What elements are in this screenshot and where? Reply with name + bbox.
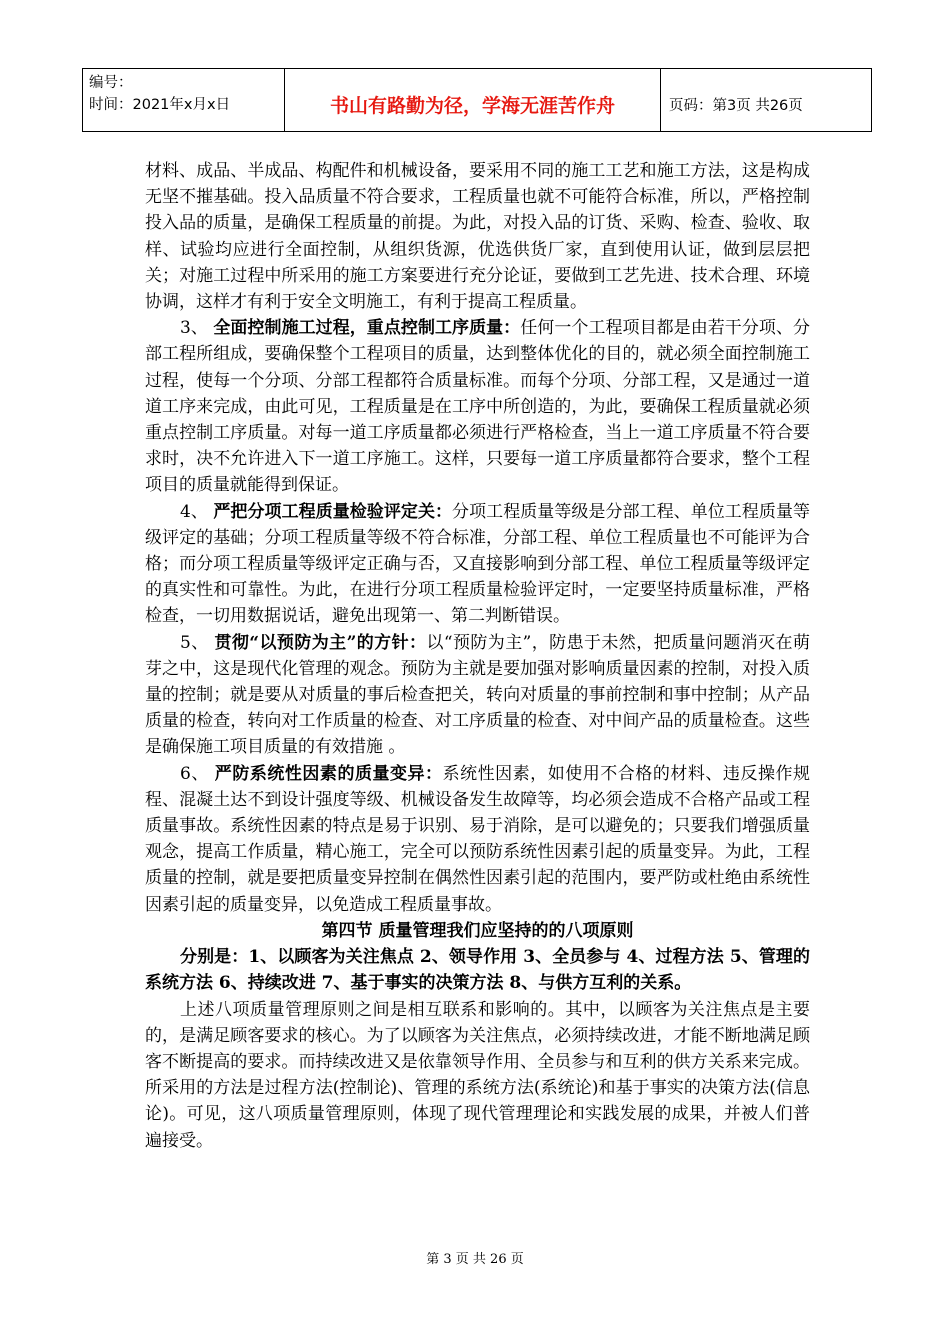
document-number: 编号：	[89, 75, 133, 91]
paragraph-systematic-factors	[145, 761, 810, 918]
header-motto: 书山有路勤为径，学海无涯苦作舟	[285, 69, 661, 131]
paragraph-principles-summary: 上述八项质量管理原则之间是相互联系和影响的。其中，以顾客为关注焦点是主要的，是满足顾客要求的核心。为了以顾客为关注焦点，必须持续改进，才能不断地满足顾客不断提高的要求。而持续改进又是依靠领导作用、全员参与和互利的供方关系来完成。所采用的方法是过程方法(控制论)、管理的系统方法(系统论)和基于事实的决策方法(信息论)。可见，这八项质量管理原则，体现了现代管理理论和实践发展的成果，并被人们普遍接受。	[145, 999, 810, 1151]
item-text: 任何一个工程项目都是由若干分项、分部工程所组成，要确保整个工程项目的质量，达到整体优化的目的，就必须全面控制施工过程，使每一个分项、分部工程都符合质量标准。而每个分项、分部工程，又是通过一道道工序来完成，由此可见，工程质量是在工序中所创造的，为此，要确保工程质量就必须重点控制工序质量。对每一道工序质量都必须进行严格检查，当上一道工序质量不符合要求时，决不允许进入下一道工序施工。这样，只要每一道工序质量都符合要求，整个工程项目的质量就能得到保证。	[145, 318, 810, 496]
item-text: 分项工程质量等级是分部工程、单位工程质量等级评定的基础；分项工程质量等级不符合标准，分部工程、单位工程质量也不可能评为合格；而分项工程质量等级评定正确与否，又直接影响到分部工程、单位工程质量等级评定的真实性和可靠性。为此，在进行分项工程质量检验评定时，一定要坚持质量标准，严格检查，一切用数据说话，避免出现第一、第二判断错误。	[145, 501, 811, 627]
item-heading: 贯彻“以预防为主”的方针：	[214, 632, 427, 653]
paragraph-inspection	[145, 499, 810, 630]
section-title: 第四节 质量管理我们应坚持的的八项原则	[321, 920, 634, 941]
header-table	[82, 68, 872, 132]
paragraph-process-control	[145, 315, 810, 498]
paragraph-principles-list: 分别是：1、以顾客为关注焦点 2、领导作用 3、全员参与 4、过程方法 5、管理的系统方法 6、持续改进 7、基于事实的决策方法 8、与供方互利的关系。	[145, 947, 810, 994]
item-text: 以“预防为主”，防患于未然，把质量问题消灭在萌芽之中，这是现代化管理的观念。预防为主就是要加强对影响质量因素的控制，对投入质量的控制；就是要从对质量的事后检查把关，转向对质量的事前控制和事中控制；从产品质量的检查，转向对工作质量的检查、对工序质量的检查、对中间产品的质量检查。这些是确保施工项目质量的有效措施 。	[145, 632, 810, 758]
item-heading: 全面控制施工过程，重点控制工序质量：	[213, 318, 521, 339]
header-page-info: 页码：第3页 共26页	[669, 97, 803, 114]
item-text: 系统性因素，如使用不合格的材料、违反操作规程、混凝土达不到设计强度等级、机械设备发生故障等，均必须会造成不合格产品或工程质量事故。系统性因素的特点是易于识别、易于消除，是可以避免的；只要我们增强质量观念，提高工作质量，精心施工，完全可以预防系统性因素引起的质量变异。为此，工程质量的控制，就是要把质量变异控制在偶然性因素引起的范围内，要严防或杜绝由系统性因素引起的质量变异，以免造成工程质量事故。	[145, 763, 811, 915]
document-body	[145, 158, 810, 1154]
paragraph-prevention	[145, 630, 810, 761]
paragraph-materials: 材料、成品、半成品、构配件和机械设备，要采用不同的施工工艺和施工方法，这是构成无坚不摧基础。投入品质量不符合要求，工程质量也就不可能符合标准，所以，严格控制投入品的质量，是确保工程质量的前提。为此，对投入品的订货、采购、检查、验收、取样、试验均应进行全面控制，从组织货源，优选供货厂家，直到使用认证，做到层层把关；对施工过程中所采用的施工方案要进行充分论证，要做到工艺先进、技术合理、环境协调，这样才有利于安全文明施工，有利于提高工程质量。	[145, 161, 810, 313]
item-number: 5、	[180, 632, 215, 653]
item-heading: 严防系统性因素的质量变异：	[214, 763, 443, 784]
item-heading: 严把分项工程质量检验评定关：	[213, 501, 453, 522]
document-time: 时间：2021年x月x日	[89, 97, 231, 113]
page-footer: 第 3 页 共 26 页	[426, 1252, 524, 1267]
item-number: 6、	[180, 763, 215, 784]
header-meta	[83, 69, 285, 131]
item-number: 3、	[180, 318, 214, 339]
item-number: 4、	[180, 501, 214, 522]
